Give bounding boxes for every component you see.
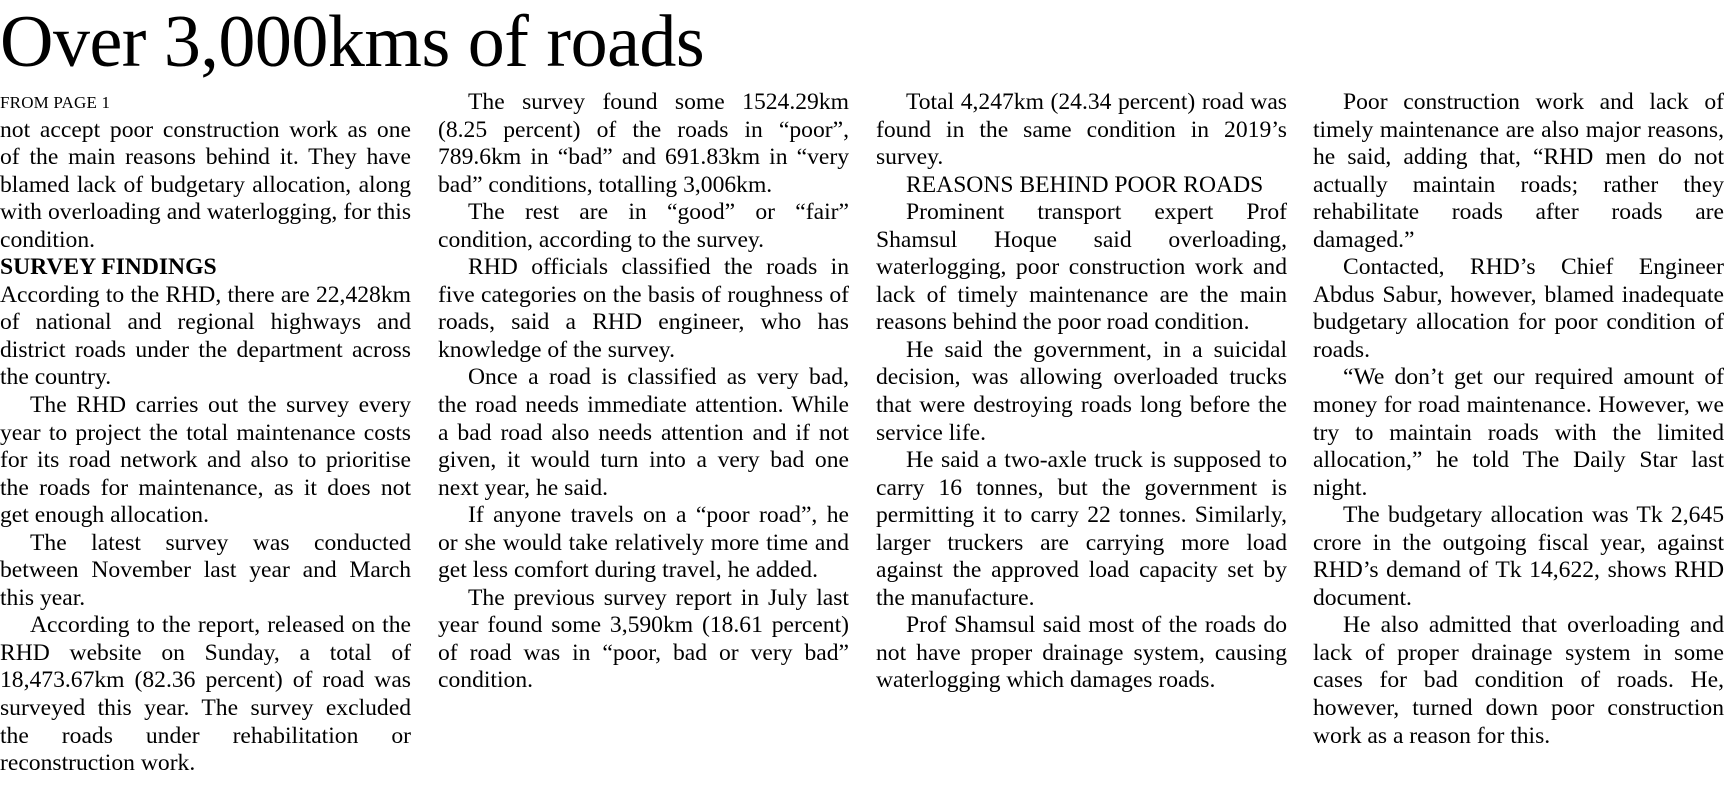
paragraph: not accept poor construction work as one of the main reasons behind it. They have blamed lack of budgetary allocation, along with overloading and waterlogging, for this condition. — [0, 116, 411, 253]
paragraph: Prof Shamsul said most of the roads do not have proper drainage system, causing waterlogging which damages roads. — [876, 612, 1287, 694]
article-column-4 — [1313, 89, 1724, 750]
paragraph: The latest survey was conducted between November last year and March this year. — [0, 529, 411, 611]
subhead-reasons-behind-poor-roads: REASONS BEHIND POOR ROADS — [906, 171, 1264, 198]
subhead-survey-findings: SURVEY FINDINGS — [0, 254, 217, 281]
paragraph: The previous survey report in July last year found some 3,590km (18.61 percent) of road was in “poor, bad or very bad” condition. — [438, 584, 849, 694]
paragraph: According to the report, released on the RHD website on Sunday, a total of 18,473.67km (82.36 percent) of road was surveyed this year. The survey excluded the roads under rehabilitation or reconstruction work. — [0, 612, 411, 777]
article-column-1 — [0, 89, 411, 778]
paragraph: Poor construction work and lack of timely maintenance are also major reasons, he said, adding that, “RHD men do not actually maintain roads; rather they rehabilitate roads after roads are damaged.” — [1313, 89, 1724, 253]
headline: Over 3,000kms of roads — [0, 1, 705, 83]
paragraph: The rest are in “good” or “fair” condition, according to the survey. — [438, 199, 849, 253]
article-column-3 — [876, 89, 1287, 695]
paragraph: Once a road is classified as very bad, the road needs immediate attention. While a bad road also needs attention and if not given, it would turn into a very bad one next year, he said. — [438, 364, 849, 501]
paragraph: He said the government, in a suicidal decision, was allowing overloaded trucks that were destroying roads long before the service life. — [876, 336, 1287, 446]
paragraph: Contacted, RHD’s Chief Engineer Abdus Sabur, however, blamed inadequate budgetary allocation for poor condition of roads. — [1313, 254, 1724, 363]
paragraph: The budgetary allocation was Tk 2,645 crore in the outgoing fiscal year, against RHD’s demand of Tk 14,622, shows RHD document. — [1313, 502, 1724, 611]
paragraph: Total 4,247km (24.34 percent) road was found in the same condition in 2019’s survey. — [876, 89, 1287, 171]
paragraph: The survey found some 1524.29km (8.25 percent) of the roads in “poor”, 789.6km in “bad” and 691.83km in “very bad” conditions, totalling 3,006km. — [438, 89, 849, 198]
paragraph: “We don’t get our required amount of money for road maintenance. However, we try to maintain roads with the limited allocation,” he told The Daily Star last night. — [1313, 364, 1724, 501]
paragraph: According to the RHD, there are 22,428km of national and regional highways and district roads under the department across the country. — [0, 281, 411, 391]
paragraph: The RHD carries out the survey every year to project the total maintenance costs for its road network and also to prioritise the roads for maintenance, as it does not get enough allocation. — [0, 392, 411, 529]
paragraph: Prominent transport expert Prof Shamsul Hoque said overloading, waterlogging, poor construction work and lack of timely maintenance are the main reasons behind the poor road condition. — [876, 199, 1287, 336]
article-column-2 — [438, 89, 849, 695]
jump-line: FROM PAGE 1 — [0, 93, 111, 112]
paragraph: He said a two-axle truck is supposed to carry 16 tonnes, but the government is permitting it to carry 22 tonnes. Similarly, larger truckers are carrying more load against the approved load capacity set by the manufacture. — [876, 447, 1287, 611]
article-body — [0, 89, 1724, 789]
paragraph: If anyone travels on a “poor road”, he or she would take relatively more time and get less comfort during travel, he added. — [438, 502, 849, 584]
paragraph: He also admitted that overloading and lack of proper drainage system in some cases for bad condition of roads. He, however, turned down poor construction work as a reason for this. — [1313, 612, 1724, 749]
paragraph: RHD officials classified the roads in five categories on the basis of roughness of roads, said a RHD engineer, who has knowledge of the survey. — [438, 254, 849, 363]
